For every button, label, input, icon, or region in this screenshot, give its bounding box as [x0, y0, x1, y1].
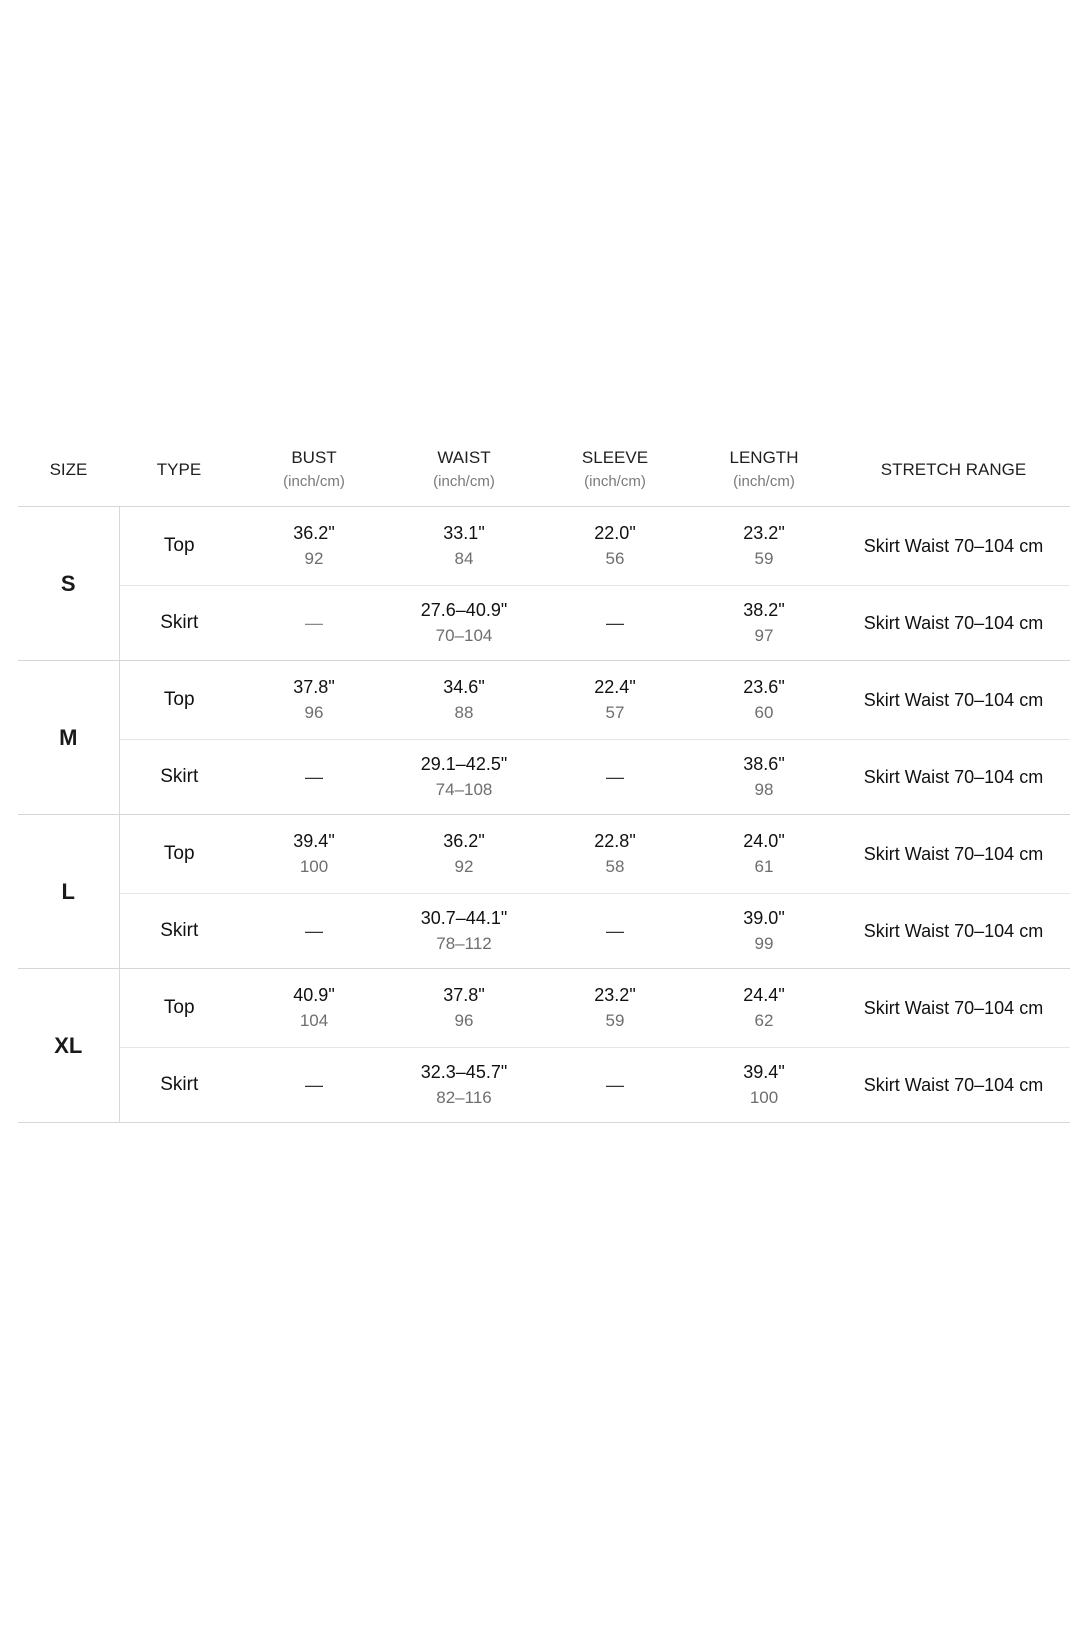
bust-cm: 104 — [299, 1011, 329, 1030]
stretch-range: Skirt Waist 70–104 cm — [863, 689, 1044, 710]
stretch-cell — [837, 969, 1070, 1048]
header-length-unit: (inch/cm) — [733, 473, 795, 490]
bust-cell — [239, 815, 389, 894]
table-row — [18, 894, 1070, 969]
bust-empty: — — [305, 1074, 323, 1095]
type-label: Top — [163, 843, 195, 864]
type-label: Top — [163, 689, 195, 710]
waist-cm: 92 — [454, 857, 474, 876]
header-bust-unit: (inch/cm) — [283, 473, 345, 490]
type-label: Skirt — [160, 1074, 199, 1095]
table-header — [18, 434, 1070, 507]
stretch-range: Skirt Waist 70–104 cm — [863, 1074, 1044, 1095]
type-cell — [119, 507, 239, 586]
bust-cm: 96 — [304, 703, 324, 722]
sleeve-empty: — — [606, 1074, 624, 1095]
table-row — [18, 740, 1070, 815]
bust-cell — [239, 969, 389, 1048]
bust-cell — [239, 586, 389, 661]
length-cm: 100 — [749, 1088, 779, 1107]
stretch-range: Skirt Waist 70–104 cm — [863, 843, 1044, 864]
size-label: L — [18, 815, 119, 969]
stretch-cell — [837, 1048, 1070, 1123]
length-inch: 24.0" — [743, 831, 785, 851]
sleeve-cell — [539, 507, 691, 586]
waist-cell — [389, 586, 539, 661]
bust-cell — [239, 661, 389, 740]
length-cm: 60 — [754, 703, 774, 722]
type-label: Skirt — [160, 766, 199, 787]
sleeve-cm: 56 — [605, 549, 625, 568]
length-inch: 23.2" — [743, 523, 785, 543]
stretch-range: Skirt Waist 70–104 cm — [863, 997, 1044, 1018]
length-inch: 39.0" — [743, 908, 785, 928]
type-label: Top — [163, 997, 195, 1018]
header-sleeve-label: SLEEVE — [581, 448, 649, 467]
waist-cell — [389, 1048, 539, 1123]
waist-cm: 82–116 — [436, 1088, 492, 1107]
sleeve-cell — [539, 661, 691, 740]
header-stretch-label: STRETCH RANGE — [880, 460, 1027, 479]
waist-cm: 74–108 — [435, 780, 493, 799]
type-cell — [119, 661, 239, 740]
type-label: Skirt — [160, 612, 199, 633]
length-inch: 39.4" — [743, 1062, 785, 1082]
bust-empty: — — [305, 766, 323, 787]
sleeve-cm: 58 — [605, 857, 625, 876]
sleeve-cm: 57 — [605, 703, 625, 722]
size-label: M — [18, 661, 119, 815]
header-waist — [389, 434, 539, 507]
bust-inch: 39.4" — [293, 831, 335, 851]
stretch-range: Skirt Waist 70–104 cm — [863, 535, 1044, 556]
length-inch: 24.4" — [743, 985, 785, 1005]
waist-cm: 70–104 — [435, 626, 493, 645]
length-cm: 62 — [754, 1011, 774, 1030]
sleeve-cell — [539, 815, 691, 894]
bust-inch: 37.8" — [293, 677, 335, 697]
waist-cell — [389, 507, 539, 586]
header-sleeve — [539, 434, 691, 507]
length-cell — [691, 740, 837, 815]
waist-cm: 88 — [454, 703, 474, 722]
length-inch: 38.6" — [743, 754, 785, 774]
header-sleeve-unit: (inch/cm) — [584, 473, 646, 490]
table-row — [18, 815, 1070, 894]
stretch-range: Skirt Waist 70–104 cm — [863, 766, 1044, 787]
sleeve-cell — [539, 894, 691, 969]
waist-cm: 84 — [454, 549, 474, 568]
stretch-cell — [837, 740, 1070, 815]
table-row — [18, 507, 1070, 586]
waist-cell — [389, 969, 539, 1048]
header-stretch — [837, 434, 1070, 507]
bust-cell — [239, 507, 389, 586]
size-chart — [18, 434, 1070, 1123]
table-row — [18, 586, 1070, 661]
stretch-cell — [837, 586, 1070, 661]
type-cell — [119, 815, 239, 894]
header-type — [119, 434, 239, 507]
length-inch: 23.6" — [743, 677, 785, 697]
type-cell — [119, 740, 239, 815]
type-label: Top — [163, 535, 195, 556]
stretch-cell — [837, 815, 1070, 894]
length-cm: 61 — [754, 857, 774, 876]
size-label: S — [18, 507, 119, 661]
waist-inch: 29.1–42.5" — [420, 754, 508, 774]
length-inch: 38.2" — [743, 600, 785, 620]
length-cm: 97 — [754, 626, 774, 645]
type-cell — [119, 586, 239, 661]
length-cm: 59 — [754, 549, 774, 568]
waist-inch: 32.3–45.7" — [420, 1062, 508, 1082]
sleeve-cm: 59 — [605, 1011, 625, 1030]
length-cell — [691, 661, 837, 740]
stretch-cell — [837, 507, 1070, 586]
sleeve-inch: 23.2" — [594, 985, 636, 1005]
header-bust-label: BUST — [291, 448, 337, 467]
sleeve-inch: 22.4" — [594, 677, 636, 697]
length-cell — [691, 815, 837, 894]
header-size-label: SIZE — [49, 460, 88, 479]
bust-inch: 40.9" — [293, 985, 335, 1005]
header-bust — [239, 434, 389, 507]
length-cm: 98 — [754, 780, 774, 799]
header-waist-label: WAIST — [437, 448, 491, 467]
length-cell — [691, 1048, 837, 1123]
waist-inch: 30.7–44.1" — [420, 908, 508, 928]
waist-cell — [389, 815, 539, 894]
waist-cell — [389, 740, 539, 815]
type-label: Skirt — [160, 920, 199, 941]
bust-cm: 100 — [299, 857, 329, 876]
stretch-cell — [837, 894, 1070, 969]
sleeve-cell — [539, 586, 691, 661]
stretch-range: Skirt Waist 70–104 cm — [863, 920, 1044, 941]
waist-inch: 37.8" — [443, 985, 485, 1005]
header-length-label: LENGTH — [729, 448, 799, 467]
header-row — [18, 434, 1070, 507]
length-cell — [691, 894, 837, 969]
stretch-cell — [837, 661, 1070, 740]
sleeve-cell — [539, 1048, 691, 1123]
sleeve-cell — [539, 740, 691, 815]
length-cell — [691, 507, 837, 586]
waist-inch: 36.2" — [443, 831, 485, 851]
header-length — [691, 434, 837, 507]
length-cell — [691, 969, 837, 1048]
waist-cell — [389, 894, 539, 969]
waist-inch: 33.1" — [443, 523, 485, 543]
bust-cm: 92 — [304, 549, 324, 568]
table-row — [18, 1048, 1070, 1123]
table-body — [18, 507, 1070, 1123]
sleeve-inch: 22.8" — [594, 831, 636, 851]
bust-cell — [239, 1048, 389, 1123]
waist-inch: 34.6" — [443, 677, 485, 697]
header-type-label: TYPE — [156, 460, 202, 479]
bust-inch: 36.2" — [293, 523, 335, 543]
waist-cm: 78–112 — [436, 934, 492, 953]
type-cell — [119, 969, 239, 1048]
type-cell — [119, 1048, 239, 1123]
length-cell — [691, 586, 837, 661]
waist-inch: 27.6–40.9" — [420, 600, 508, 620]
header-size — [18, 434, 119, 507]
size-chart-table — [18, 434, 1070, 1123]
sleeve-empty: — — [606, 920, 624, 941]
bust-cell — [239, 740, 389, 815]
header-waist-unit: (inch/cm) — [433, 473, 495, 490]
type-cell — [119, 894, 239, 969]
bust-empty: — — [305, 612, 323, 633]
table-row — [18, 969, 1070, 1048]
bust-empty: — — [305, 920, 323, 941]
size-label: XL — [18, 969, 119, 1123]
length-cm: 99 — [754, 934, 774, 953]
bust-cell — [239, 894, 389, 969]
waist-cell — [389, 661, 539, 740]
table-row — [18, 661, 1070, 740]
sleeve-cell — [539, 969, 691, 1048]
sleeve-inch: 22.0" — [594, 523, 636, 543]
stretch-range: Skirt Waist 70–104 cm — [863, 612, 1044, 633]
sleeve-empty: — — [606, 612, 624, 633]
waist-cm: 96 — [454, 1011, 474, 1030]
sleeve-empty: — — [606, 766, 624, 787]
